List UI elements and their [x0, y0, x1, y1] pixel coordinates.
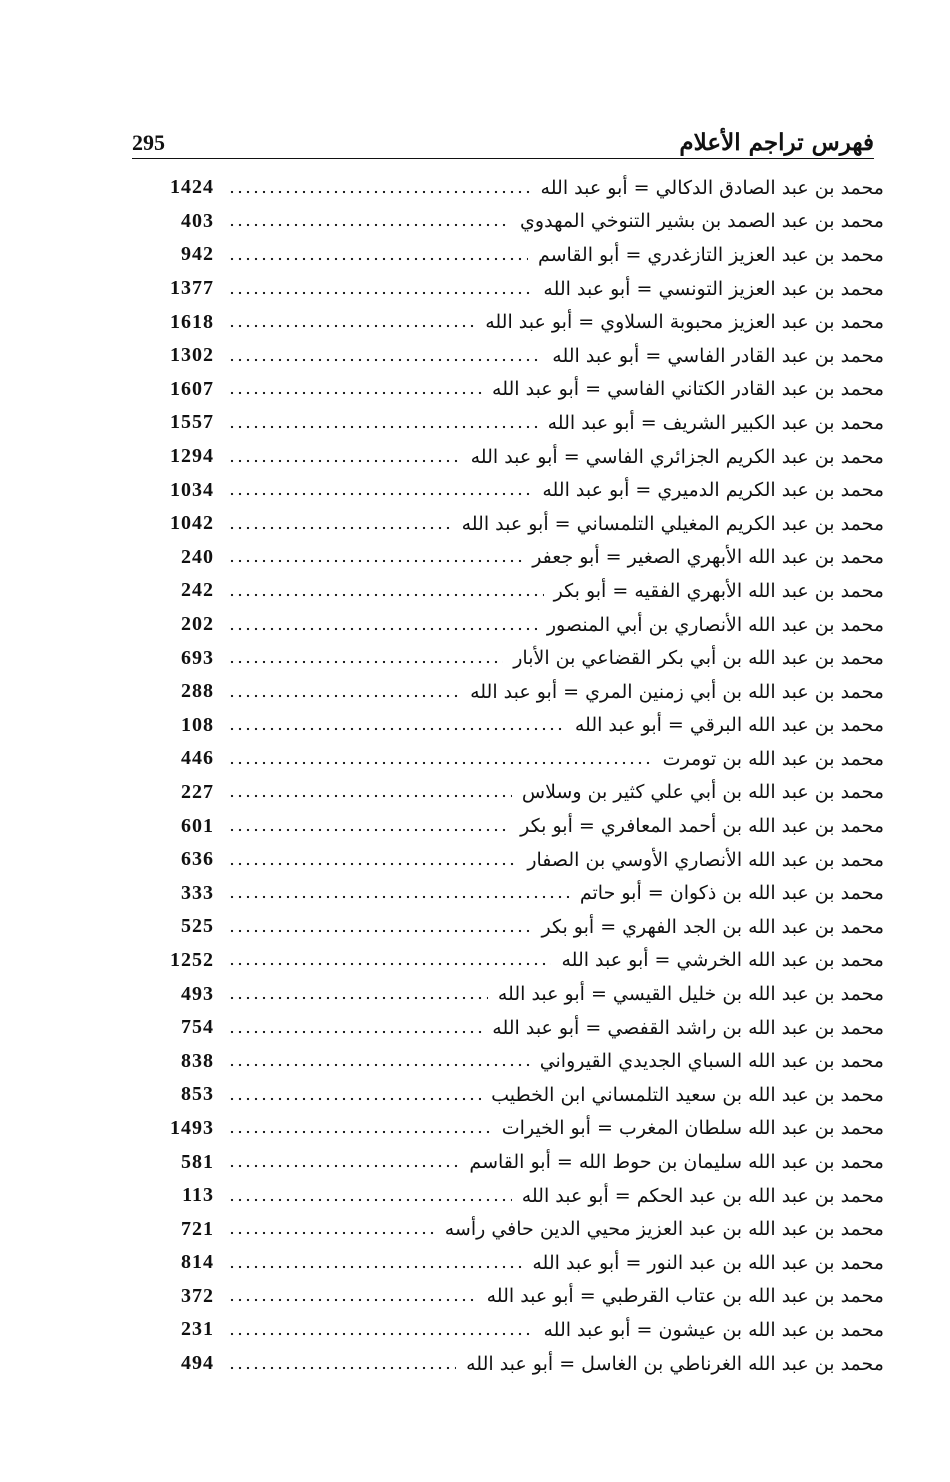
page-title: فهرس تراجم الأعلام [679, 129, 874, 156]
dot-leader [228, 1156, 459, 1168]
entry-page-number: 1424 [170, 176, 214, 199]
entry-name: محمد بن عبد الله بن تومرت [662, 747, 884, 770]
entry-page-number: 1034 [170, 478, 214, 501]
index-entry [154, 1313, 884, 1347]
entry-name: محمد بن عبد الله بن الجد الفهري = أبو بكر [541, 915, 884, 938]
entry-page-number: 1042 [170, 512, 214, 535]
entry-page-number: 403 [181, 209, 214, 232]
entry-name: محمد بن عبد الله بن عبد النور = أبو عبد الله [532, 1251, 884, 1274]
index-entry [154, 406, 884, 440]
dot-leader [228, 1089, 481, 1101]
dot-leader [228, 283, 533, 295]
index-entry [154, 1011, 884, 1045]
entry-name: محمد بن عبد الصمد بن بشير التنوخي المهدوي [520, 210, 884, 233]
entry-page-number: 693 [181, 646, 214, 669]
page-number: 295 [132, 130, 165, 155]
entry-name: محمد بن عبد الله سليمان بن حوط الله = أبو القاسم [469, 1151, 884, 1174]
dot-leader [228, 182, 531, 194]
entry-page-number: 1618 [170, 310, 214, 333]
index-entry [154, 876, 884, 910]
dot-leader [228, 551, 522, 563]
entry-name: محمد بن عبد الله بن سعيد التلمساني ابن الخطيب [491, 1083, 884, 1106]
dot-leader [228, 518, 452, 530]
dot-leader [228, 921, 531, 933]
index-entry [154, 641, 884, 675]
dot-leader [228, 1190, 512, 1202]
entry-page-number: 525 [181, 915, 214, 938]
index-entry [154, 742, 884, 776]
entry-name: محمد بن عبد الله بن راشد القفصي = أبو عبد الله [492, 1016, 884, 1039]
dot-leader [228, 215, 510, 227]
entry-name: محمد بن عبد الله بن أحمد المعافري = أبو بكر [520, 815, 884, 838]
index-entry [154, 205, 884, 239]
dot-leader [228, 1122, 492, 1134]
entry-page-number: 227 [181, 780, 214, 803]
entry-name: محمد بن عبد الله بن أبي بكر القضاعي بن الأبار [513, 647, 884, 670]
index-entries-list [154, 171, 884, 1380]
entry-page-number: 242 [181, 579, 214, 602]
entry-page-number: 838 [181, 1049, 214, 1072]
dot-leader [228, 954, 551, 966]
index-entry [154, 574, 884, 608]
index-entry [154, 1246, 884, 1280]
entry-name: محمد بن عبد العزيز محبوبة السلاوي = أبو عبد الله [485, 311, 884, 334]
index-entry [154, 373, 884, 407]
dot-leader [228, 854, 517, 866]
entry-page-number: 853 [181, 1083, 214, 1106]
entry-page-number: 636 [181, 848, 214, 871]
index-entry [154, 541, 884, 575]
entry-page-number: 446 [181, 747, 214, 770]
dot-leader [228, 686, 460, 698]
entry-name: محمد بن عبد الله الغرناطي بن الغاسل = أبو عبد الله [466, 1352, 884, 1375]
entry-page-number: 108 [181, 713, 214, 736]
index-entry [154, 272, 884, 306]
entry-name: محمد بن عبد الله الأبهري الصغير = أبو جعفر [532, 546, 884, 569]
entry-page-number: 240 [181, 545, 214, 568]
dot-leader [228, 820, 510, 832]
entry-name: محمد بن عبد الله البرقي = أبو عبد الله [574, 714, 884, 737]
dot-leader [228, 988, 488, 1000]
dot-leader [228, 887, 570, 899]
entry-page-number: 288 [181, 680, 214, 703]
index-entry [154, 305, 884, 339]
index-entry [154, 944, 884, 978]
dot-leader [228, 417, 538, 429]
entry-page-number: 1377 [170, 277, 214, 300]
entry-name: محمد بن عبد الله بن عبد الحكم = أبو عبد الله [521, 1184, 884, 1207]
index-entry [154, 1179, 884, 1213]
entry-name: محمد بن عبد الله بن عتاب القرطبي = أبو عبد الله [486, 1285, 884, 1308]
dot-leader [228, 350, 542, 362]
index-entry [154, 809, 884, 843]
entry-name: محمد بن عبد الصادق الدكالي = أبو عبد الله [540, 176, 884, 199]
entry-name: محمد بن عبد الله بن خليل القيسي = أبو عبد الله [497, 983, 884, 1006]
index-entry [154, 709, 884, 743]
dot-leader [228, 451, 461, 463]
entry-page-number: 372 [181, 1284, 214, 1307]
index-entry [154, 1280, 884, 1314]
dot-leader [228, 1223, 435, 1235]
index-entry [154, 238, 884, 272]
index-entry [154, 1145, 884, 1179]
dot-leader [228, 1257, 522, 1269]
entry-name: محمد بن عبد الله سلطان المغرب = أبو الخيرات [501, 1117, 884, 1140]
entry-page-number: 494 [181, 1352, 214, 1375]
index-entry [154, 440, 884, 474]
entry-name: محمد بن عبد القادر الكتاني الفاسي = أبو عبد الله [492, 378, 884, 401]
index-entry [154, 339, 884, 373]
page-header [132, 124, 874, 159]
index-entry [154, 1078, 884, 1112]
dot-leader [228, 1290, 477, 1302]
index-entry [154, 675, 884, 709]
dot-leader [228, 1055, 530, 1067]
entry-page-number: 754 [181, 1016, 214, 1039]
index-entry [154, 1347, 884, 1381]
entry-name: محمد بن عبد الله بن أبي زمنين المري = أبو عبد الله [470, 680, 884, 703]
dot-leader [228, 1022, 482, 1034]
entry-name: محمد بن عبد الله الأنصاري الأوسي بن الصفار [527, 848, 884, 871]
entry-page-number: 333 [181, 881, 214, 904]
entry-page-number: 1493 [170, 1116, 214, 1139]
index-entry [154, 1212, 884, 1246]
index-entry [154, 608, 884, 642]
entry-page-number: 1294 [170, 445, 214, 468]
index-entry [154, 171, 884, 205]
dot-leader [228, 1324, 533, 1336]
entry-page-number: 231 [181, 1318, 214, 1341]
entry-name: محمد بن عبد الكريم الدميري = أبو عبد الله [542, 479, 884, 502]
entry-name: محمد بن عبد الكريم الجزائري الفاسي = أبو عبد الله [470, 445, 884, 468]
entry-name: محمد بن عبد الله بن ذكوان = أبو حاتم [579, 882, 884, 905]
index-entry [154, 507, 884, 541]
dot-leader [228, 484, 532, 496]
entry-page-number: 1557 [170, 411, 214, 434]
entry-page-number: 942 [181, 243, 214, 266]
entry-name: محمد بن عبد الله بن أبي علي كثير بن وسلاس [521, 781, 884, 804]
index-entry [154, 473, 884, 507]
dot-leader [228, 383, 482, 395]
index-entry [154, 776, 884, 810]
entry-page-number: 601 [181, 814, 214, 837]
entry-page-number: 1302 [170, 344, 214, 367]
dot-leader [228, 1358, 456, 1370]
entry-name: محمد بن عبد الله بن عيشون = أبو عبد الله [543, 1318, 884, 1341]
entry-name: محمد بن عبد الله بن عبد العزيز محيي الدين حافي رأسه [444, 1218, 884, 1241]
index-entry [154, 1112, 884, 1146]
entry-page-number: 493 [181, 982, 214, 1005]
entry-page-number: 721 [181, 1217, 214, 1240]
entry-name: محمد بن عبد الكبير الشريف = أبو عبد الله [547, 411, 884, 434]
index-entry [154, 843, 884, 877]
dot-leader [228, 753, 653, 765]
dot-leader [228, 719, 565, 731]
dot-leader [228, 585, 544, 597]
index-entry [154, 1044, 884, 1078]
entry-page-number: 113 [182, 1184, 214, 1207]
entry-name: محمد بن عبد الله الخرشي = أبو عبد الله [561, 949, 884, 972]
dot-leader [228, 249, 528, 261]
entry-name: محمد بن عبد الله الأبهري الفقيه = أبو بكر [553, 579, 884, 602]
entry-name: محمد بن عبد الله السباي الجديدي القيرواني [539, 1050, 884, 1073]
index-entry [154, 977, 884, 1011]
entry-page-number: 1607 [170, 377, 214, 400]
entry-name: محمد بن عبد الكريم المغيلي التلمساني = أبو عبد الله [461, 512, 884, 535]
entry-name: محمد بن عبد الله الأنصاري بن أبي المنصور [546, 613, 884, 636]
entry-name: محمد بن عبد القادر الفاسي = أبو عبد الله [552, 344, 884, 367]
entry-name: محمد بن عبد العزيز التازغدري = أبو القاسم [537, 243, 884, 266]
dot-leader [228, 619, 537, 631]
index-entry [154, 910, 884, 944]
entry-page-number: 202 [181, 613, 214, 636]
entry-page-number: 1252 [170, 948, 214, 971]
dot-leader [228, 316, 475, 328]
entry-name: محمد بن عبد العزيز التونسي = أبو عبد الله [543, 277, 884, 300]
dot-leader [228, 786, 512, 798]
dot-leader [228, 652, 503, 664]
entry-page-number: 814 [181, 1251, 214, 1274]
entry-page-number: 581 [181, 1150, 214, 1173]
